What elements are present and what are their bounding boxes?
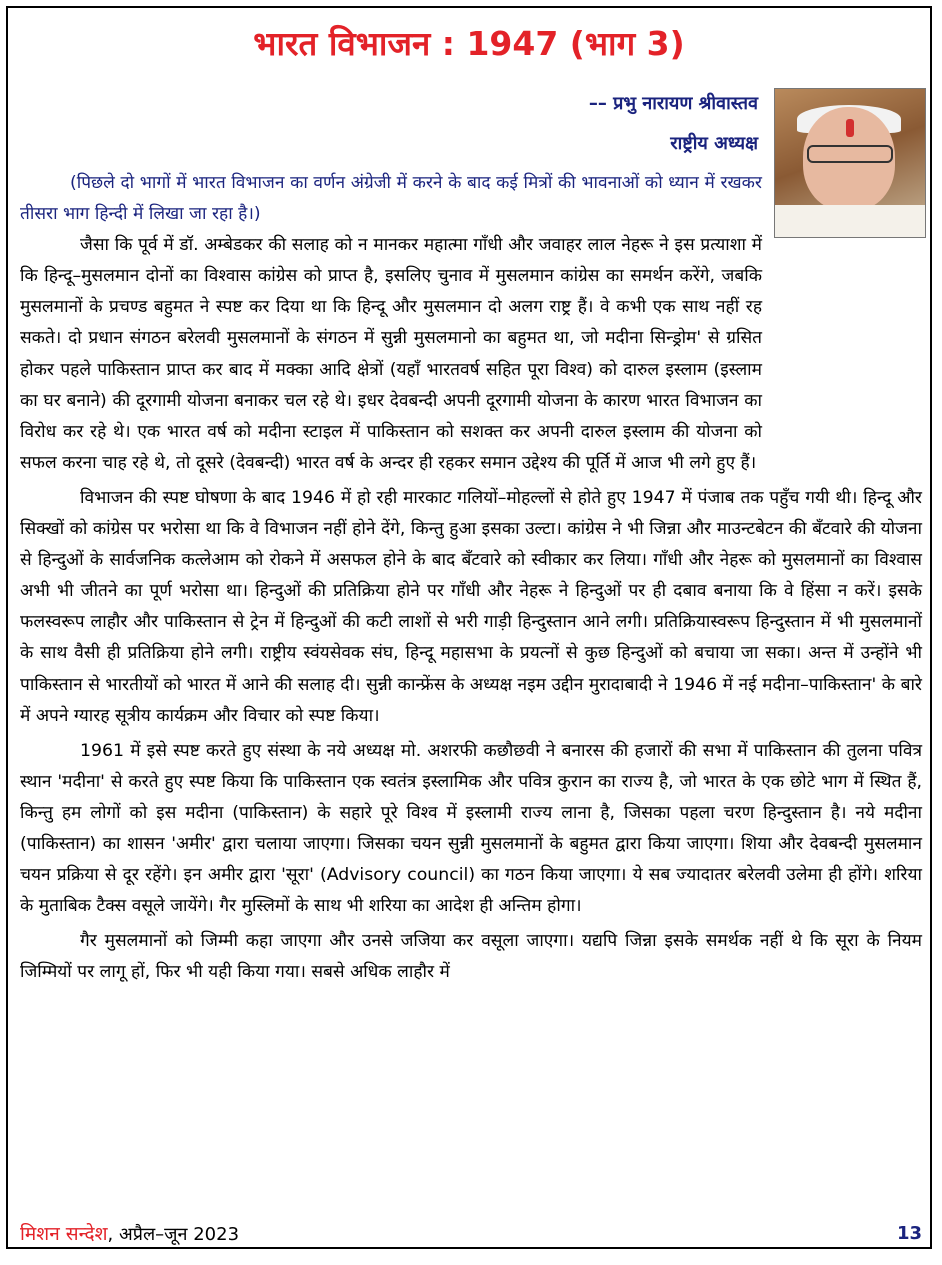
article-title: भारत विभाजन : 1947 (भाग 3)	[253, 24, 685, 63]
page-number: 13	[896, 1223, 922, 1244]
paragraph-4: गैर मुसलमानों को जिम्मी कहा जाएगा और उनसे जजिया कर वसूला जाएगा। यद्यपि जिन्ना इसके समर्थक नहीं थे कि सूरा के नियम जिम्मियों पर लागू हों, फिर भी यही किया गया। सबसे अधिक लाहौर में	[20, 931, 922, 983]
magazine-name: मिशन सन्देश	[20, 1223, 108, 1245]
author-photo-glasses	[807, 145, 893, 163]
paragraph-2: विभाजन की स्पष्ट घोषणा के बाद 1946 में हो रही मारकाट गलियों–मोहल्लों से होते हुए 1947 में पंजाब तक पहुँच गयी थी। हिन्दू और सिक्खों को कांग्रेस पर भरोसा था कि वे विभाजन नहीं होने देंगे, किन्तु हुआ इसका उल्टा। कांग्रेस ने भी जिन्ना और माउन्टबेटन की बँटवारे की योजना से हिन्दुओं के सार्वजनिक कत्लेआम को रोकने में असफल होने के बाद बँटवारे को स्वीकार कर लिया। गाँधी और नेहरू को मुसलमानों का विश्वास अभी भी जीतने का पूर्ण भरोसा था। हिन्दुओं की प्रतिक्रिया होने पर गाँधी और नेहरू ने हिन्दुओं पर ही दबाव बनाया कि वे हिंसा न करें। इसके फलस्वरूप लाहौर और पाकिस्तान से ट्रेन में हिन्दुओं की कटी लाशों से भरी गाड़ी हिन्दुस्तान आने लगी। प्रतिक्रियास्वरूप हिन्दुस्तान में भी मुसलमानों के साथ वैसी ही प्रतिक्रिया होने लगी। राष्ट्रीय स्वंयसेवक संघ, हिन्दू महासभा के प्रयत्नों से कुछ हिन्दुओं को बचाया जा सका। अन्त में उन्होंने भी पाकिस्तान से भारतीयों को भारत में आने की सलाह दी। सुन्नी कान्फ्रेंस के अध्यक्ष नइम उद्दीन मुरादाबादी ने 1946 में नई मदीना–पाकिस्तान' के बारे में अपने ग्यारह सूत्रीय कार्यक्रम और विचार को स्पष्ट किया।	[20, 487, 922, 726]
article-body	[20, 168, 922, 988]
magazine-page	[6, 6, 932, 1249]
author-role: राष्ट्रीय अध्यक्ष	[670, 133, 758, 154]
issue-date: , अप्रैल–जून 2023	[107, 1224, 240, 1245]
paragraph-1: जैसा कि पूर्व में डॉ. अम्बेडकर की सलाह को न मानकर महात्मा गाँधी और जवाहर लाल नेहरू ने इस प्रत्याशा में कि हिन्दू–मुसलमान दोनों का विश्वास कांग्रेस को प्राप्त है, इसलिए चुनाव में मुसलमान कांग्रेस का समर्थन करेंगे, जबकि मुसलमानों के प्रचण्ड बहुमत ने स्पष्ट कर दिया था कि हिन्दू और मुसलमान दो अलग राष्ट्र हैं। वे कभी एक साथ नहीं रह सकते। दो प्रधान संगठन बरेलवी मुसलमानों के संगठन में सुन्नी मुसलमानो का बहुमत था, जो मदीना सिन्ड्रोम' से ग्रसित होकर पहले पाकिस्तान प्राप्त कर बाद में मक्का आदि क्षेत्रों (यहाँ भारतवर्ष सहित पूरा विश्व) को दारुल इस्लाम (इस्लाम का घर बनाने) की दूरगामी योजना बनाकर चल रहे थे। इधर देवबन्दी अपनी दूरगामी योजना के कारण भारत विभाजन का विरोध कर रहे थे। एक भारत वर्ष को मदीना स्टाइल में पाकिस्तान को सशक्त कर अपनी दारुल इस्लाम की योजना को सफल करना चाह रहे थे, तो दूसरे (देवबन्दी) भारत वर्ष के अन्दर ही रहकर समान उद्देश्य की पूर्ति में आज भी लगे हुए हैं।	[20, 235, 762, 473]
paragraph-3: 1961 में इसे स्पष्ट करते हुए संस्था के नये अध्यक्ष मो. अशरफी कछौछवी ने बनारस की हजारों की सभा में पाकिस्तान की तुलना पवित्र स्थान 'मदीना' से करते हुए स्पष्ट किया कि पाकिस्तान एक स्वतंत्र इस्लामिक और पवित्र कुरान का राज्य है, जो भारत के एक छोटे भाग में स्थित हैं, किन्तु हम लोगों को इस मदीना (पाकिस्तान) के सहारे पूरे विश्व में इस्लामी राज्य लाना है, जिसका पहला चरण हिन्दुस्तान है। नये मदीना (पाकिस्तान) का शासन 'अमीर' द्वारा चलाया जाएगा। जिसका चयन सुन्नी मुसलमानों के बहुमत द्वारा किया जाएगा। शिया और देवबन्दी मुसलमान चयन प्रक्रिया से दूर रहेंगे। इन अमीर द्वारा 'सूरा' (Advisory council) का गठन किया जाएगा। ये सब ज्यादातर बरेलवी उलेमा ही होंगे। शरिया के मुताबिक टैक्स वसूले जायेंगे। गैर मुस्लिमों के साथ भी शरिया का आदेश ही अन्तिम होगा।	[20, 740, 922, 917]
author-photo-tilak	[846, 119, 854, 137]
page-footer	[20, 1222, 922, 1246]
intro-note: (पिछले दो भागों में भारत विभाजन का वर्णन अंग्रेजी में करने के बाद कई मित्रों की भावनाओं को ध्यान में रखकर तीसरा भाग हिन्दी में लिखा जा रहा है।)	[20, 173, 762, 225]
author-name: –– प्रभु नारायण श्रीवास्तव	[588, 93, 758, 114]
author-block	[589, 84, 758, 164]
